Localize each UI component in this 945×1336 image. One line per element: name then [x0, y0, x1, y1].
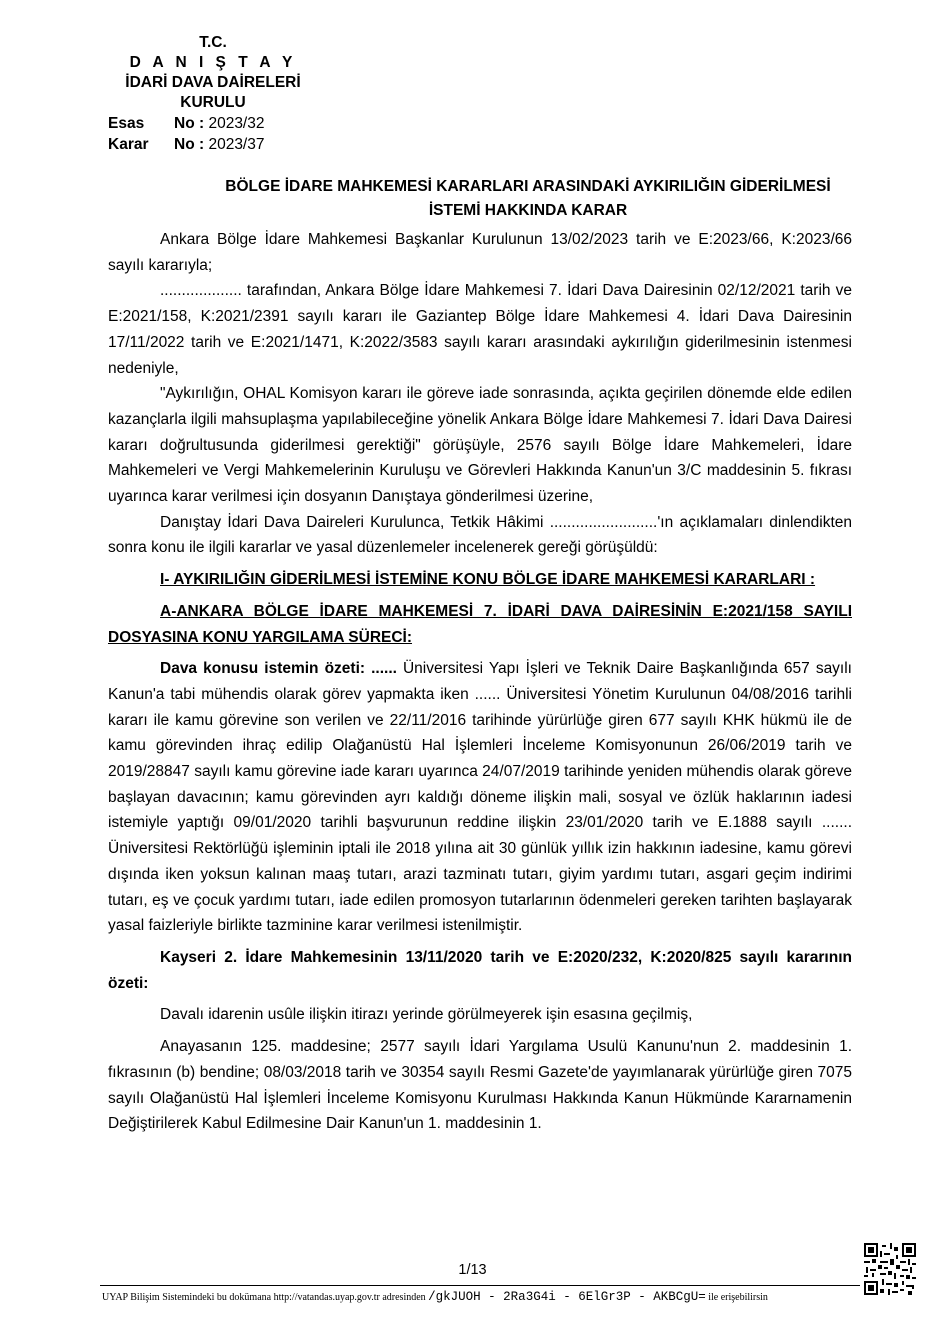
footer-notice-prefix: UYAP Bilişim Sistemindeki bu dokümana http://vatandas.uyap.gov.tr adresinden — [102, 1292, 426, 1303]
court-header — [108, 33, 318, 113]
karar-label: Karar — [108, 136, 149, 153]
paragraph-5 — [108, 656, 852, 939]
verification-code: /gkJUOH - 2Ra3G4i - 6ElGr3P - AKBCgU= — [428, 1290, 706, 1304]
court-decision-heading: Kayseri 2. İdare Mahkemesinin 13/11/2020 tarih ve E:2020/232, K:2020/825 sayılı kararının özeti: — [108, 948, 852, 992]
paragraph-7: Davalı idarenin usûle ilişkin itirazı yerinde görülmeyerek işin esasına geçilmiş, — [160, 1006, 693, 1024]
header-kurulu: KURULU — [180, 94, 246, 111]
paragraph-3: "Aykırılığın, OHAL Komisyon kararı ile göreve iade sonrasında, açıkta geçirilen dönemde elde edilen kazançlarla ilgili mahsuplaşma yapılabileceğine yönelik Ankara Bölge İdare Mahkemesi 7. İdari Dava Dairesi kararı doğrultusunda giderilmesi gerektiği" görüşüyle, 2576 sayılı Bölge İdare Mahkemeleri, İdare Mahkemeleri ve Vergi Mahkemelerinin Kuruluşu ve Görevleri Hakkında Kanun'un 3/C maddesinin 5. fıkrası uyarınca karar verilmesi için dosyanın Danıştaya gönderilmesi üzerine, — [108, 385, 852, 506]
esas-value: 2023/32 — [208, 115, 265, 132]
section-heading-1: I- AYKIRILIĞIN GİDERİLMESİ İSTEMİNE KONU BÖLGE İDARE MAHKEMESİ KARARLARI : — [160, 571, 816, 589]
document-body — [108, 227, 852, 1137]
header-department: İDARİ DAVA DAİRELERİ — [125, 74, 301, 91]
claim-summary-text: Üniversitesi Yapı İşleri ve Teknik Daire Başkanlığında 657 sayılı Kanun'a tabi mühendis olarak görev yapmakta iken ...... Üniversitesi Yönetim Kurulunun 04/08/2016 tarihli kararı ile kamu görevine son verilen ve 22/11/2016 tarihinde yürürlüğe giren 677 sayılı KHK hükmü ile de kamu görevinden ihraç edilip Olağanüstü Hal İşlemleri İnceleme Komisyonunun 26/06/2019 tarih ve 2019/28847 sayılı kamu görevine iade kararı uyarınca 24/07/2019 tarihinde yeniden mühendis olarak göreve başlayan davacının; kamu görevinden ayrı kaldığı döneme ilişkin mali, sosyal ve özlük haklarının iadesi istemiyle yaptığı 09/01/2020 tarihli başvurunun reddine ilişkin 23/01/2020 tarih ve E.1888 sayılı ....... Üniversitesi Rektörlüğü işleminin iptali ile 2018 yılına ait 30 günlük yıllık izin hakkının iadesine, kamu görevi dışında iken yoksun kalınan maaş tutarı, arazi tazminatı tutarı, giyim yardımı tutarı, asgari geçim indirimi tutarı, eş ve çocuk yardımı tutarı, iade edilen promosyon tutarlarının ödenmeleri gereken tarihten başlayarak yasal faizleriyle birlikte tazminine karar verilmesi istenilmiştir. — [108, 660, 852, 935]
paragraph-2: ................... tarafından, Ankara Bölge İdare Mahkemesi 7. İdari Dava Dairesinin 02/12/2021 tarih ve E:2021/158, K:2021/2391 sayılı kararı ile Gaziantep Bölge İdare Mahkemesi 4. İdari Dava Dairesinin 17/11/2022 tarih ve E:2021/1471, K:2022/3583 sayılı kararı arasındaki aykırılığın giderilmesinin istenmesi nedeniyle, — [108, 282, 852, 377]
document-title — [108, 175, 945, 223]
page-number: 1/13 — [458, 1262, 487, 1278]
section-heading-2: A-ANKARA BÖLGE İDARE MAHKEMESİ 7. İDARİ DAVA DAİRESİNİN E:2021/158 SAYILI DOSYASINA KONU YARGILAMA SÜRECİ: — [108, 602, 852, 646]
karar-no-label: No : — [174, 136, 205, 153]
title-line-2: İSTEMİ HAKKINDA KARAR — [428, 202, 628, 219]
header-tc: T.C. — [199, 34, 227, 51]
footer-notice — [102, 1290, 768, 1304]
paragraph-4: Danıştay İdari Dava Daireleri Kurulunca, Tetkik Hâkimi .........................'ın açıklamaları dinlendikten sonra konu ile ilgili kararlar ve yasal düzenlemeler incelenerek gereği görüşüldü: — [108, 513, 852, 557]
paragraph-8: Anayasanın 125. maddesine; 2577 sayılı İdari Yargılama Usulü Kanunu'nun 2. maddesinin 1. fıkrasının (b) bendine; 08/03/2018 tarih ve 30354 sayılı Resmi Gazete'de yayımlanarak yürürlüğe giren 7075 sayılı Olağanüstü Hal İşlemleri İnceleme Komisyonu Kurulması Hakkında Kanun Hükmünde Kararnamenin Değiştirilerek Kabul Edilmesine Dair Kanun'un 1. maddesinin 1. — [108, 1038, 852, 1133]
paragraph-1: Ankara Bölge İdare Mahkemesi Başkanlar Kurulunun 13/02/2023 tarih ve E:2023/66, K:2023/66 sayılı kararıyla; — [108, 231, 852, 274]
case-numbers — [108, 113, 264, 155]
esas-no-label: No : — [174, 115, 205, 132]
karar-value: 2023/37 — [208, 136, 265, 153]
footer-notice-suffix: ile erişebilirsin — [708, 1292, 768, 1303]
qr-code-icon — [864, 1243, 916, 1295]
footer-divider — [100, 1285, 860, 1286]
esas-label: Esas — [108, 115, 145, 132]
esas-row — [108, 113, 264, 134]
karar-row — [108, 134, 264, 155]
header-danistay: D A N I Ş T A Y — [129, 54, 297, 71]
claim-summary-label: Dava konusu istemin özeti: ...... — [160, 660, 397, 678]
title-line-1: BÖLGE İDARE MAHKEMESİ KARARLARI ARASINDAKİ AYKIRILIĞIN GİDERİLMESİ — [225, 178, 831, 195]
